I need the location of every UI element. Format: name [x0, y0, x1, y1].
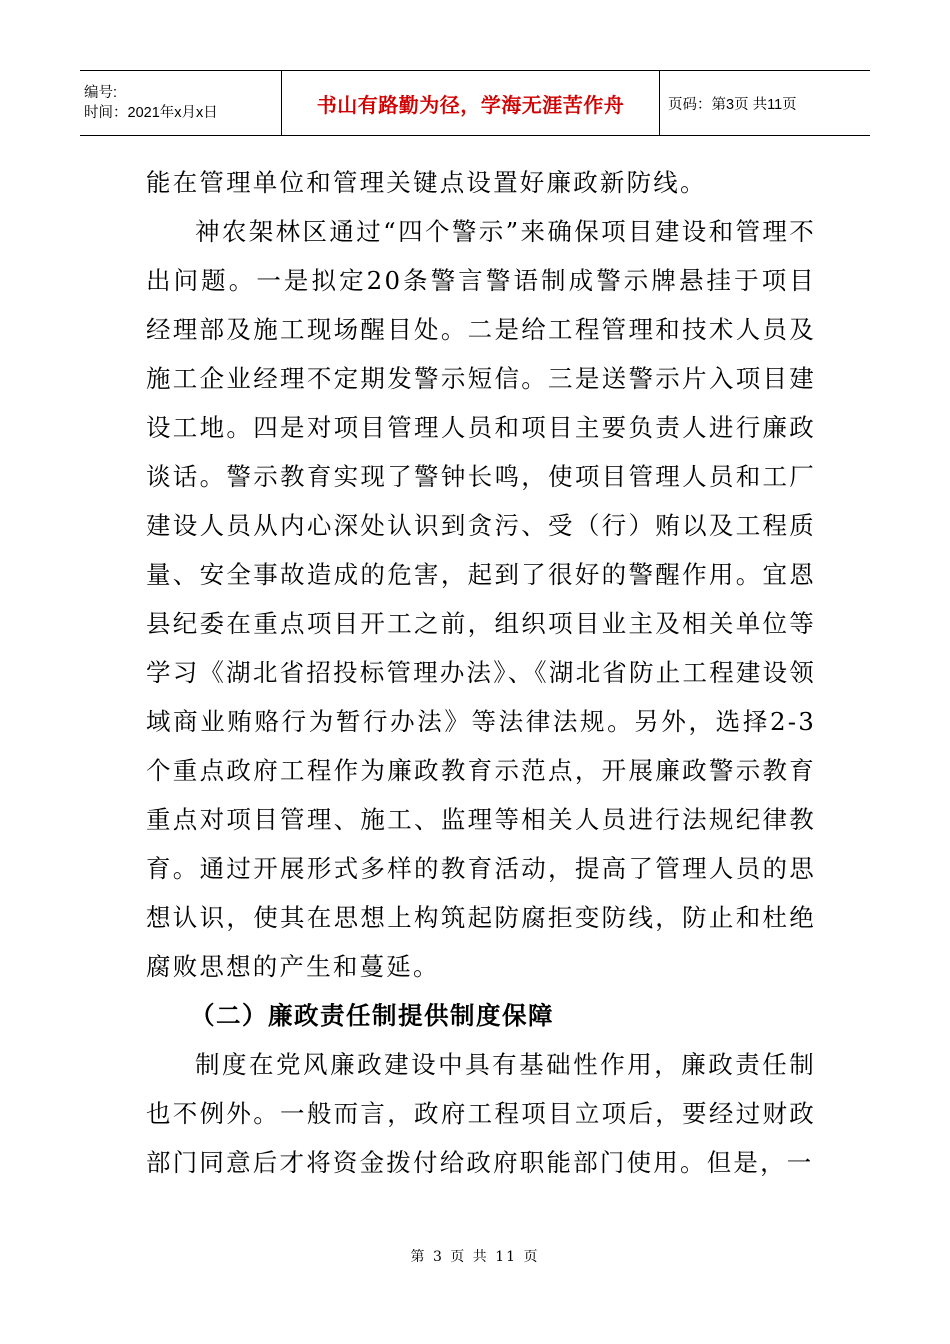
header-page-cell	[660, 71, 870, 135]
page-footer: 第 3 页 共 11 页	[410, 1249, 540, 1265]
paragraph-responsibility: 制度在党风廉政建设中具有基础性作用，廉政责任制也不例外。一般而言，政府工程项目立项后，要经过财政部门同意后才将资金拨付给政府职能部门使用。但是，一	[146, 1050, 816, 1177]
paragraph-warnings: 神农架林区通过“四个警示”来确保项目建设和管理不出问题。一是拟定20条警言警语制成警示牌悬挂于项目经理部及施工现场醒目处。二是给工程管理和技术人员及施工企业经理不定期发警示短信。三是送警示片入项目建设工地。四是对项目管理人员和项目主要负责人进行廉政谈话。警示教育实现了警钟长鸣，使项目管理人员和工厂建设人员从内心深处认识到贪污、受（行）贿以及工程质量、安全事故造成的危害，起到了很好的警醒作用。宜恩县纪委在重点项目开工之前，组织项目业主及相关单位等学习《湖北省招投标管理办法》、《湖北省防止工程建设领域商业贿赂行为暂行办法》等法律法规。另外，选择2-3个重点政府工程作为廉政教育示范点，开展廉政警示教育重点对项目管理、施工、监理等相关人员进行法规纪律教育。通过开展形式多样的教育活动，提高了管理人员的思想认识，使其在思想上构筑起防腐拒变防线，防止和杜绝腐败思想的产生和蔓延。	[146, 217, 816, 981]
header-motto-cell	[282, 71, 660, 135]
page-header	[80, 70, 870, 136]
time-label: 时间：2021年x月x日	[84, 105, 218, 121]
header-meta-cell	[80, 71, 282, 135]
paragraph-continuation: 能在管理单位和管理关键点设置好廉政新防线。	[146, 168, 707, 197]
document-body	[146, 158, 816, 1187]
header-motto: 书山有路勤为径，学海无涯苦作舟	[316, 92, 625, 117]
header-page-info: 页码：第3页 共11页	[668, 96, 797, 113]
section-heading: （二）廉政责任制提供制度保障	[190, 1001, 554, 1030]
serial-number-label: 编号:	[84, 85, 118, 101]
